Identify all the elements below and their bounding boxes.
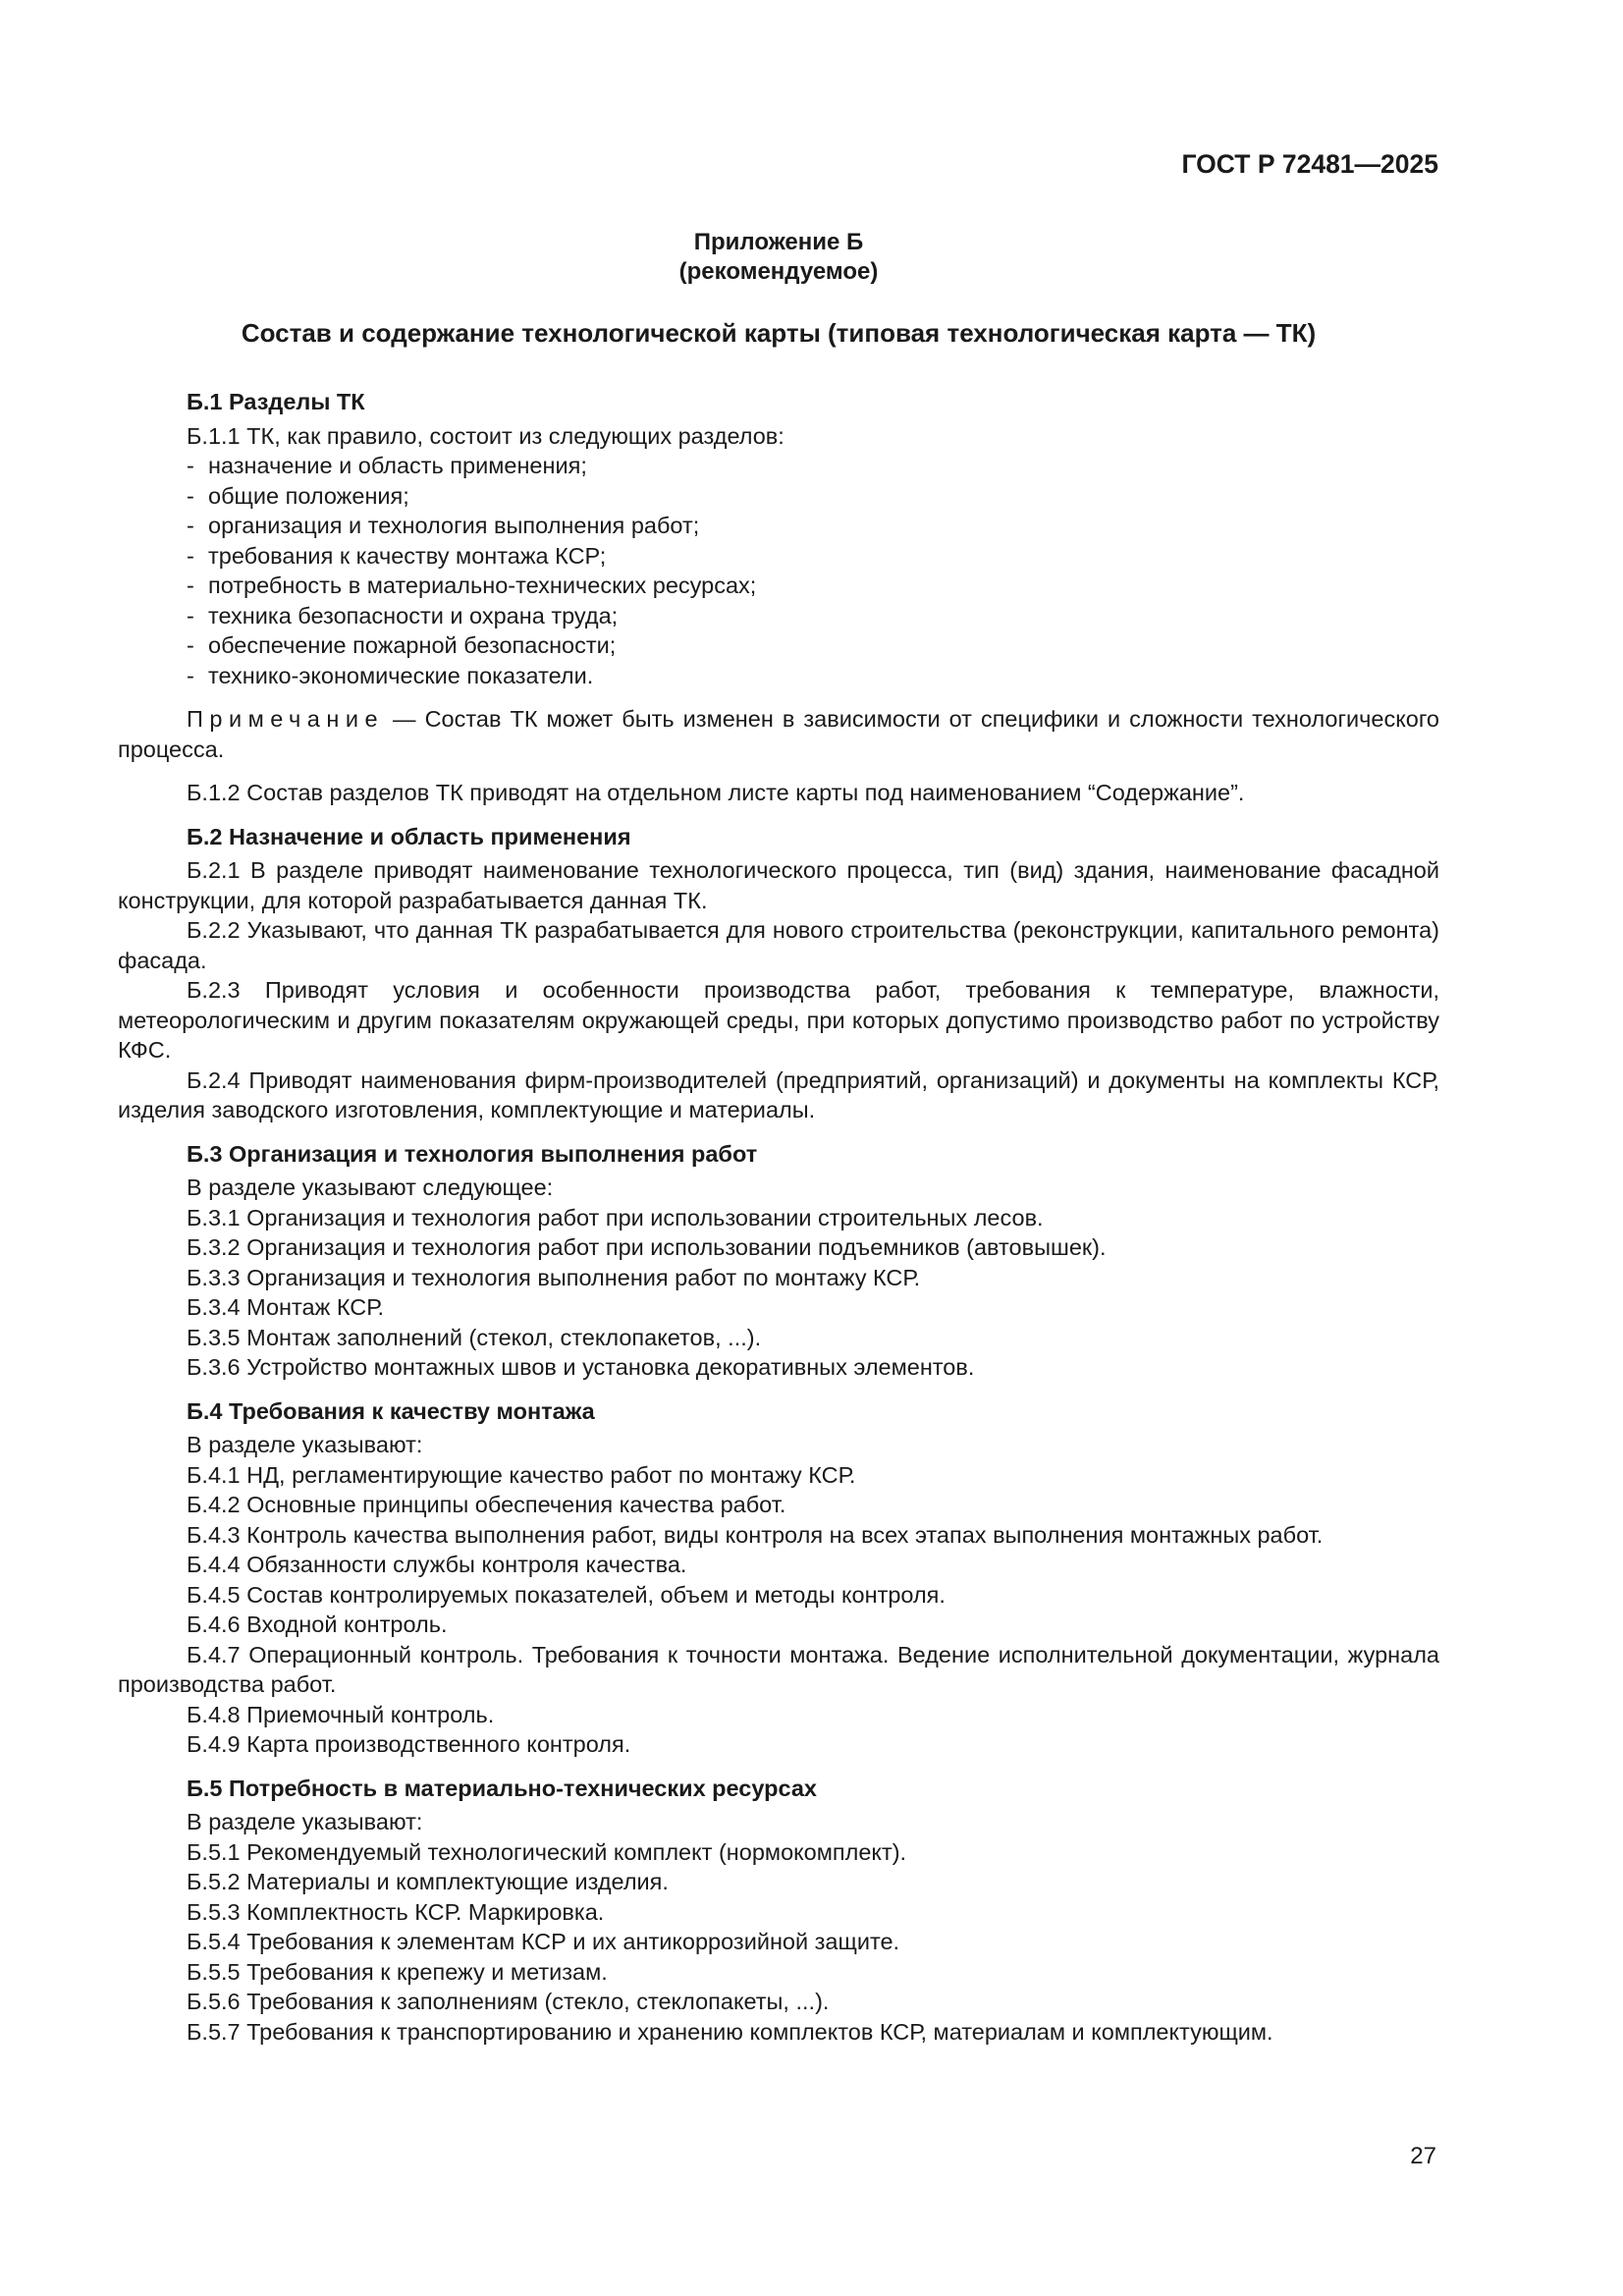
section-b4 bbox=[118, 1396, 1439, 1760]
section-title: Б.3 Организация и технология выполнения работ bbox=[187, 1140, 758, 1167]
appendix-label: Приложение Б bbox=[693, 229, 864, 255]
list-item: Б.5.6 Требования к заполнениям (стекло, стеклопакеты, ...). bbox=[187, 1989, 830, 2014]
section-title: Б.1 Разделы ТК bbox=[187, 389, 365, 414]
list-item: Б.4.2 Основные принципы обеспечения качества работ. bbox=[187, 1492, 786, 1517]
list-item: Б.5.5 Требования к крепежу и метизам. bbox=[187, 1958, 608, 1985]
note-label: Примечание bbox=[187, 706, 385, 732]
list-item: - назначение и область применения; bbox=[187, 453, 587, 478]
page-content bbox=[118, 228, 1439, 2047]
section-title: Б.2 Назначение и область применения bbox=[187, 823, 631, 849]
paragraph: Б.2.3 Приводят условия и особенности производства работ, требования к температуре, влажности, метеорологическим и другим показателям окружающей среды, при которых допустимо производство работ по устройству КФС. bbox=[118, 977, 1439, 1063]
bullet-list bbox=[118, 451, 1439, 690]
list-item: Б.4.6 Входной контроль. bbox=[187, 1612, 448, 1637]
list-item: - техника безопасности и охрана труда; bbox=[187, 602, 619, 629]
paragraph: Б.2.1 В разделе приводят наименование технологического процесса, тип (вид) здания, наименование фасадной конструкции, для которой разрабатывается данная ТК. bbox=[118, 857, 1439, 913]
list-item: Б.5.1 Рекомендуемый технологический комплект (нормокомплект). bbox=[187, 1838, 907, 1865]
section-b5 bbox=[118, 1774, 1439, 2048]
paragraph: В разделе указывают: bbox=[187, 1809, 423, 1834]
list-item: Б.4.3 Контроль качества выполнения работ, виды контроля на всех этапах выполнения монтажных работ. bbox=[187, 1521, 1324, 1548]
list-item: Б.4.1 НД, регламентирующие качество работ по монтажу КСР. bbox=[187, 1461, 856, 1488]
list-item: - обеспечение пожарной безопасности; bbox=[187, 632, 617, 658]
document-id: ГОСТ Р 72481—2025 bbox=[1181, 149, 1438, 179]
list-item: Б.4.9 Карта производственного контроля. bbox=[187, 1731, 631, 1757]
list-item: Б.5.7 Требования к транспортированию и хранению комплектов КСР, материалам и комплектующим. bbox=[187, 2018, 1273, 2045]
paragraph: Б.1.2 Состав разделов ТК приводят на отдельном листе карты под наименованием “Содержание”. bbox=[187, 780, 1245, 805]
list-item: - потребность в материально-технических ресурсах; bbox=[187, 573, 757, 598]
list-item: Б.3.3 Организация и технология выполнения работ по монтажу КСР. bbox=[187, 1264, 921, 1290]
list-item: - общие положения; bbox=[187, 482, 409, 509]
list-item: Б.4.8 Приемочный контроль. bbox=[187, 1701, 495, 1727]
appendix-status: (рекомендуемое) bbox=[678, 258, 879, 285]
paragraph: Б.2.2 Указывают, что данная ТК разрабатывается для нового строительства (реконструкции, капитального ремонта) фасада. bbox=[118, 917, 1439, 973]
section-b2 bbox=[118, 822, 1439, 1125]
section-title: Б.4 Требования к качеству монтажа bbox=[187, 1397, 595, 1424]
note-text: — Состав ТК может быть изменен в зависимости от специфики и сложности технологического процесса. bbox=[118, 706, 1439, 762]
appendix-title: Состав и содержание технологической карты (типовая технологическая карта — ТК) bbox=[241, 318, 1317, 348]
paragraph: Б.1.1 ТК, как правило, состоит из следующих разделов: bbox=[187, 422, 784, 449]
list-item: Б.5.3 Комплектность КСР. Маркировка. bbox=[187, 1898, 605, 1925]
list-item: Б.3.2 Организация и технология работ при использовании подъемников (автовышек). bbox=[187, 1234, 1107, 1260]
list-item: - организация и технология выполнения работ; bbox=[187, 513, 700, 538]
list-item: Б.4.7 Операционный контроль. Требования к точности монтажа. Ведение исполнительной документации, журнала производства работ. bbox=[118, 1641, 1439, 1697]
section-b3 bbox=[118, 1139, 1439, 1383]
list-item: - технико-экономические показатели. bbox=[187, 662, 594, 688]
paragraph: В разделе указывают следующее: bbox=[187, 1175, 554, 1200]
list-item: Б.3.1 Организация и технология работ при использовании строительных лесов. bbox=[187, 1204, 1044, 1230]
paragraph: В разделе указывают: bbox=[187, 1432, 423, 1457]
page-number: 27 bbox=[1410, 2143, 1436, 2169]
list-item: Б.3.4 Монтаж КСР. bbox=[187, 1294, 385, 1320]
list-item: Б.3.5 Монтаж заполнений (стекол, стеклопакетов, ...). bbox=[187, 1324, 762, 1350]
list-item: Б.5.4 Требования к элементам КСР и их антикоррозийной защите. bbox=[187, 1929, 900, 1954]
section-b1 bbox=[118, 387, 1439, 808]
list-item: Б.4.5 Состав контролируемых показателей, объем и методы контроля. bbox=[187, 1581, 946, 1608]
list-item: - требования к качеству монтажа КСР; bbox=[187, 542, 607, 569]
list-item: Б.3.6 Устройство монтажных швов и установка декоративных элементов. bbox=[187, 1354, 975, 1380]
note bbox=[118, 704, 1439, 764]
list-item: Б.5.2 Материалы и комплектующие изделия. bbox=[187, 1869, 669, 1894]
section-title: Б.5 Потребность в материально-технических ресурсах bbox=[187, 1775, 817, 1801]
paragraph: Б.2.4 Приводят наименования фирм-производителей (предприятий, организаций) и документы на комплекты КСР, изделия заводского изготовления, комплектующие и материалы. bbox=[118, 1066, 1439, 1122]
list-item: Б.4.4 Обязанности службы контроля качества. bbox=[187, 1552, 687, 1577]
